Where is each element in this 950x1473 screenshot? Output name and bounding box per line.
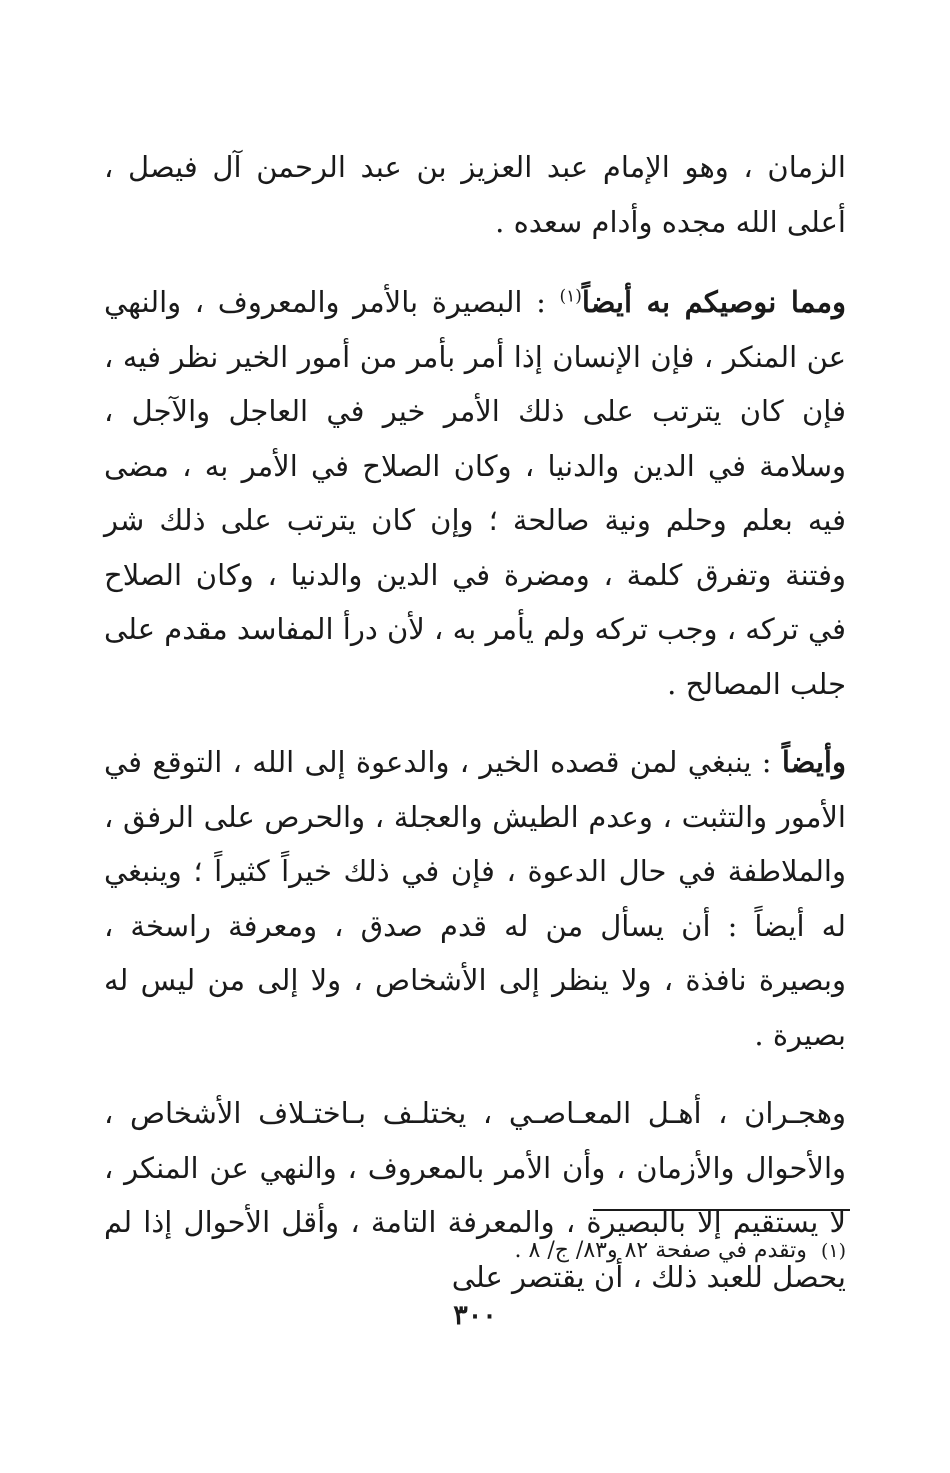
- footnote: [104, 1234, 846, 1268]
- footnote-number: (١): [820, 1240, 846, 1262]
- footnote-divider: [593, 1209, 850, 1211]
- paragraph-3: [104, 735, 846, 1062]
- paragraph-2: [104, 275, 846, 711]
- paragraph-2-lead: ومما نوصيكم به أيضاً: [581, 285, 846, 319]
- page-number: ٣٠٠: [453, 1300, 497, 1331]
- paragraph-3-body: : ينبغي لمن قصده الخير ، والدعوة إلى الله ، التوقع في الأمور والتثبت ، وعدم الطيش والعجلة ، والحرص على الرفق ، والملاطفة في حال الدعوة ، فإن في ذلك خيراً كثيراً ؛ وينبغي له أيضاً : أن يسأل من له قدم صدق ، ومعرفة راسخة ، وبصيرة نافذة ، ولا ينظر إلى الأشخاص ، ولا إلى من ليس له بصيرة .: [104, 745, 846, 1052]
- paragraph-2-body: : البصيرة بالأمر والمعروف ، والنهي عن المنكر ، فإن الإنسان إذا أمر بأمر من أمور الخير نظر فيه ، فإن كان يترتب على ذلك الأمر خير في العاجل والآجل ، وسلامة في الدين والدنيا ، وكان الصلاح في الأمر به ، مضى فيه بعلم وحلم ونية صالحة ؛ وإن كان يترتب على ذلك شر وفتنة وتفرق كلمة ، ومضرة في الدين والدنيا ، وكان الصلاح في تركه ، وجب تركه ولم يأمر به ، لأن درأ المفاسد مقدم على جلب المصالح .: [103, 285, 846, 701]
- footnote-reference[interactable]: (١): [559, 286, 582, 307]
- paragraph-3-lead: وأيضاً: [781, 745, 846, 779]
- footnote-text: وتقدم في صفحة ٨٢ و٨٣/ ج/ ٨ .: [514, 1238, 807, 1263]
- paragraph-1: الزمان ، وهو الإمام عبد العزيز بن عبد الرحمن آل فيصل ، أعلى الله مجده وأدام سعده .: [104, 150, 846, 239]
- paragraph-4: وهجـران ، أهـل المعـاصـي ، يختلـف بـاختـلاف الأشخاص ، والأحوال والأزمان ، وأن الأمر بالمعروف ، والنهي عن المنكر ، لا يستقيم إلا بالبصيرة ، والمعرفة التامة ، وأقل الأحوال إذا لم يحصل للعبد ذلك ، أن يقتصر على: [104, 1096, 846, 1294]
- page-body: [104, 140, 846, 1328]
